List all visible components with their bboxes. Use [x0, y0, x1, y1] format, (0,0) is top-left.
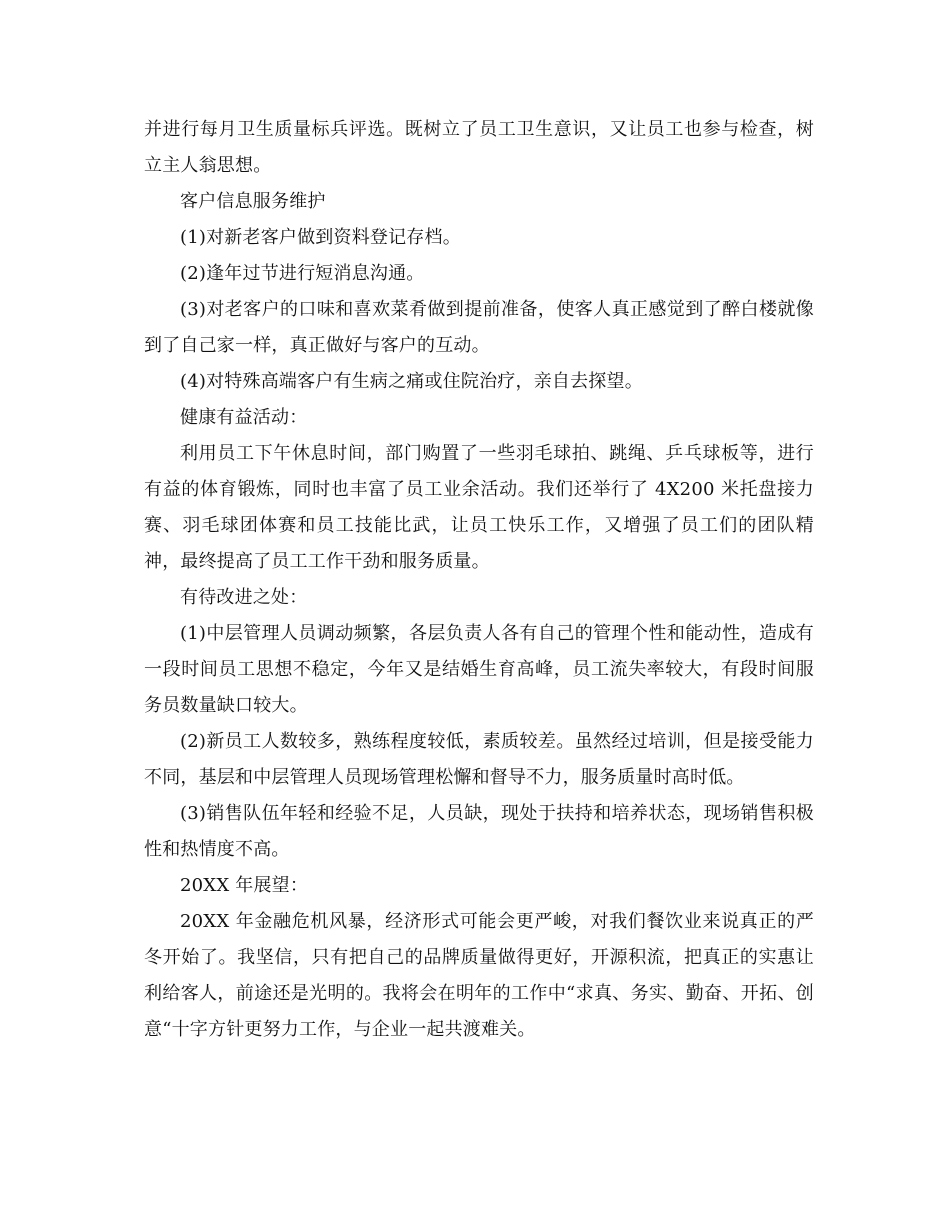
list-item: (3)对老客户的口味和喜欢菜肴做到提前准备，使客人真正感觉到了醉白楼就像到了自己家一样，真正做好与客户的互动。	[144, 299, 814, 356]
list-item: (2)逢年过节进行短消息沟通。	[180, 263, 425, 284]
paragraph: 20XX 年金融危机风暴，经济形式可能会更严峻，对我们餐饮业来说真正的严冬开始了。我坚信，只有把自己的品牌质量做得更好，开源积流，把真正的实惠让利给客人，前途还是光明的。我将会在明年的工作中“求真、务实、勤奋、开拓、创意“十字方针更努力工作，与企业一起共渡难关。	[144, 911, 814, 1040]
list-item: (3)销售队伍年轻和经验不足，人员缺，现处于扶持和培养状态，现场销售积极性和热情度不高。	[144, 803, 814, 860]
list-item: (1)中层管理人员调动频繁，各层负责人各有自己的管理个性和能动性，造成有一段时间员工思想不稳定，今年又是结婚生育高峰，员工流失率较大，有段时间服务员数量缺口较大。	[144, 623, 814, 716]
section-heading: 客户信息服务维护	[180, 191, 326, 212]
section-heading: 健康有益活动：	[180, 407, 308, 428]
list-item: (4)对特殊高端客户有生病之痛或住院治疗，亲自去探望。	[180, 371, 643, 392]
document-body	[144, 112, 814, 1048]
section-heading: 20XX 年展望：	[180, 875, 309, 896]
section-heading: 有待改进之处：	[180, 587, 308, 608]
paragraph: 利用员工下午休息时间，部门购置了一些羽毛球拍、跳绳、乒乓球板等，进行有益的体育锻炼，同时也丰富了员工业余活动。我们还举行了 4X200 米托盘接力赛、羽毛球团体赛和员工技能比武，让员工快乐工作，又增强了员工们的团队精神，最终提高了员工工作干劲和服务质量。	[144, 443, 814, 572]
list-item: (1)对新老客户做到资料登记存档。	[180, 227, 461, 248]
list-item: (2)新员工人数较多，熟练程度较低，素质较差。虽然经过培训，但是接受能力不同，基层和中层管理人员现场管理松懈和督导不力，服务质量时高时低。	[144, 731, 814, 788]
paragraph: 并进行每月卫生质量标兵评选。既树立了员工卫生意识，又让员工也参与检查，树立主人翁思想。	[144, 119, 814, 176]
